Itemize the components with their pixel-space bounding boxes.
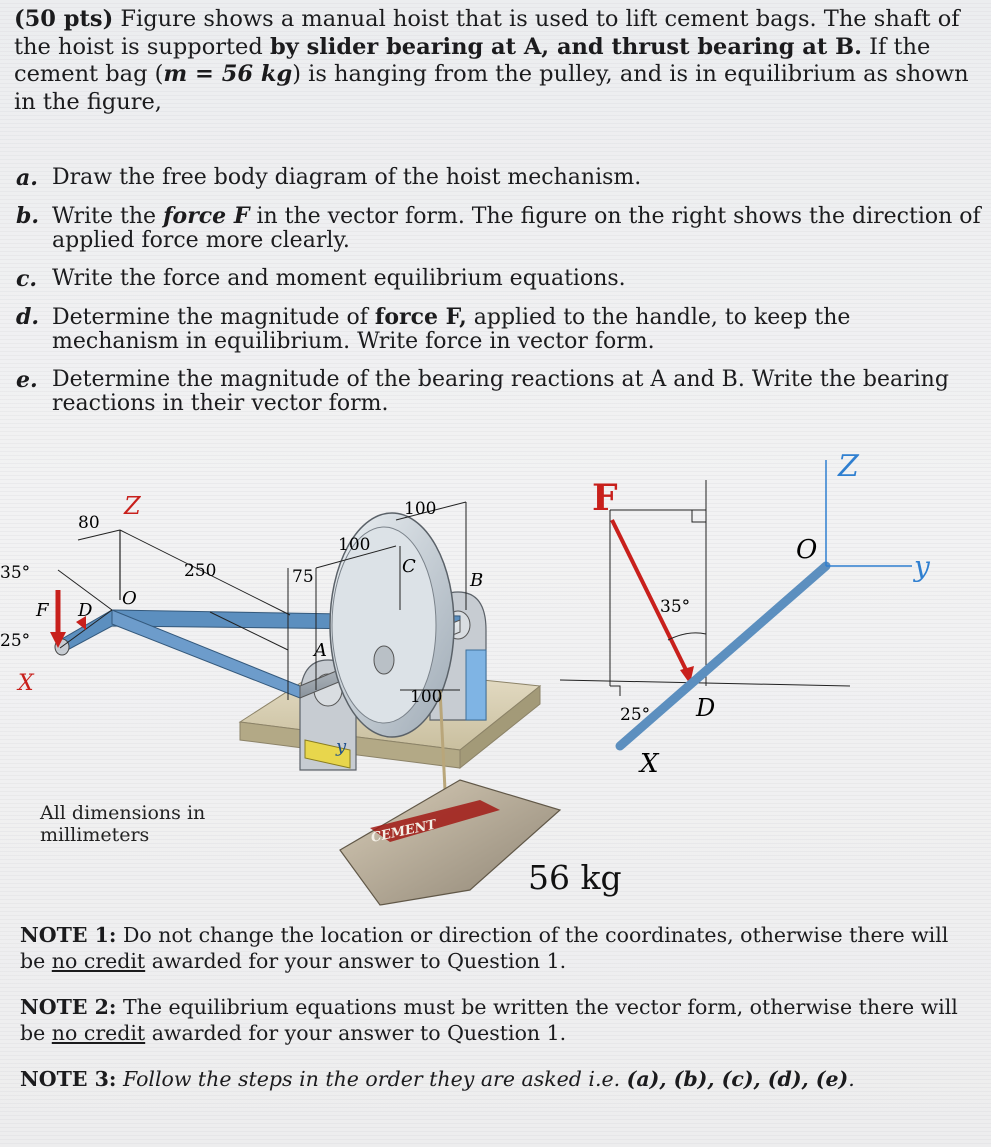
note-underline: no credit [51,949,146,973]
dim-100-upper: 100 [404,499,437,519]
note-text: awarded for your answer to Question 1. [145,949,567,973]
note-bold: (a), (b), (c), (d), (e) [626,1067,849,1091]
part-e [16,368,981,416]
dimension-note: All dimensions in millimeters [40,802,206,846]
cement-bag [340,780,560,905]
dim-75: 75 [292,567,314,587]
part-text: Draw the free body diagram of the hoist mechanism. [52,165,642,190]
origin-label-right: O [796,535,818,565]
handle-shaft-right [620,566,826,746]
point-c-label: C [402,556,416,577]
part-b [16,204,981,253]
intro-text-2: If the cement bag ( [14,33,931,87]
point-d-label-right: D [696,694,716,722]
part-label: c. [16,266,38,292]
part-text: in the vector form. The figure on the right shows the direction of applied force more clearly. [52,204,981,253]
x-axis-label-left: X [18,671,34,696]
point-b-label: B [470,570,484,591]
intro-text-3: ) is hanging from the pulley, and is in equilibrium as shown in the figure, [14,61,969,115]
intro-bearings: by slider bearing at A, and thrust bearing at B. [269,33,862,60]
bag-label: CEMENT [369,817,438,846]
problem-statement [14,6,974,116]
angle-25-left: 25° [0,631,31,651]
part-label: d. [16,304,40,330]
note-3 [20,1066,970,1092]
note-text: Do not change the location or direction of the coordinates, otherwise there will be [20,923,949,973]
part-text: Write the [52,204,164,229]
force-label-left: F [36,600,49,621]
note-2 [20,994,970,1046]
z-axis-label-left: Z [124,492,141,520]
part-label: a. [16,165,38,191]
note-title: NOTE 3: [20,1067,117,1091]
dim-100-lower: 100 [338,535,371,555]
angle-35-left: 35° [0,563,31,583]
notes-section [20,922,970,1112]
part-d [16,305,981,354]
z-axis-label-right: Z [838,450,859,484]
dim-80: 80 [78,513,100,533]
part-label: e. [16,367,38,393]
part-bold: force F [163,203,250,229]
note-text: awarded for your answer to Question 1. [145,1021,567,1045]
note-1 [20,922,970,974]
part-label: b. [16,203,40,229]
note-text: . [848,1067,855,1091]
angle-25-right: 25° [620,705,651,725]
part-c [16,267,981,291]
mass-expression: m = 56 kg [163,61,293,87]
dim-250: 250 [184,561,217,581]
mass-label: 56 kg [528,858,622,897]
part-text: Determine the magnitude of [52,305,375,330]
question-parts [16,166,981,430]
point-a-label: A [314,640,327,661]
point-d-label-left: D [78,600,93,621]
part-a [16,166,981,190]
x-axis-label-right: X [640,749,659,779]
note-title: NOTE 2: [20,995,117,1019]
part-text: applied to the handle, to keep the mechanism in equilibrium. Write force in vector form. [52,305,851,354]
note-underline: no credit [51,1021,146,1045]
y-axis-label-left: y [336,736,347,757]
right-detail-figure [560,450,931,779]
hoist-figure [0,450,991,910]
note-text: Follow the steps in the order they are asked i.e. [116,1067,627,1091]
angle-35-right: 35° [660,597,691,617]
force-label-right: F [592,477,618,519]
origin-label-left: O [122,588,137,609]
part-bold: force F, [374,304,467,330]
dim-100-wheel: 100 [410,687,443,707]
part-text: Write the force and moment equilibrium equations. [52,266,626,291]
note-text: The equilibrium equations must be written the vector form, otherwise there will be [20,995,958,1045]
points-label: (50 pts) [14,6,114,32]
note-title: NOTE 1: [20,923,117,947]
y-axis-label-right: y [914,550,930,583]
intro-text-1: Figure shows a manual hoist that is used to lift cement bags. The shaft of the hoist is supported [14,6,960,60]
part-text: Determine the magnitude of the bearing reactions at A and B. Write the bearing reactions in their vector form. [52,367,949,416]
